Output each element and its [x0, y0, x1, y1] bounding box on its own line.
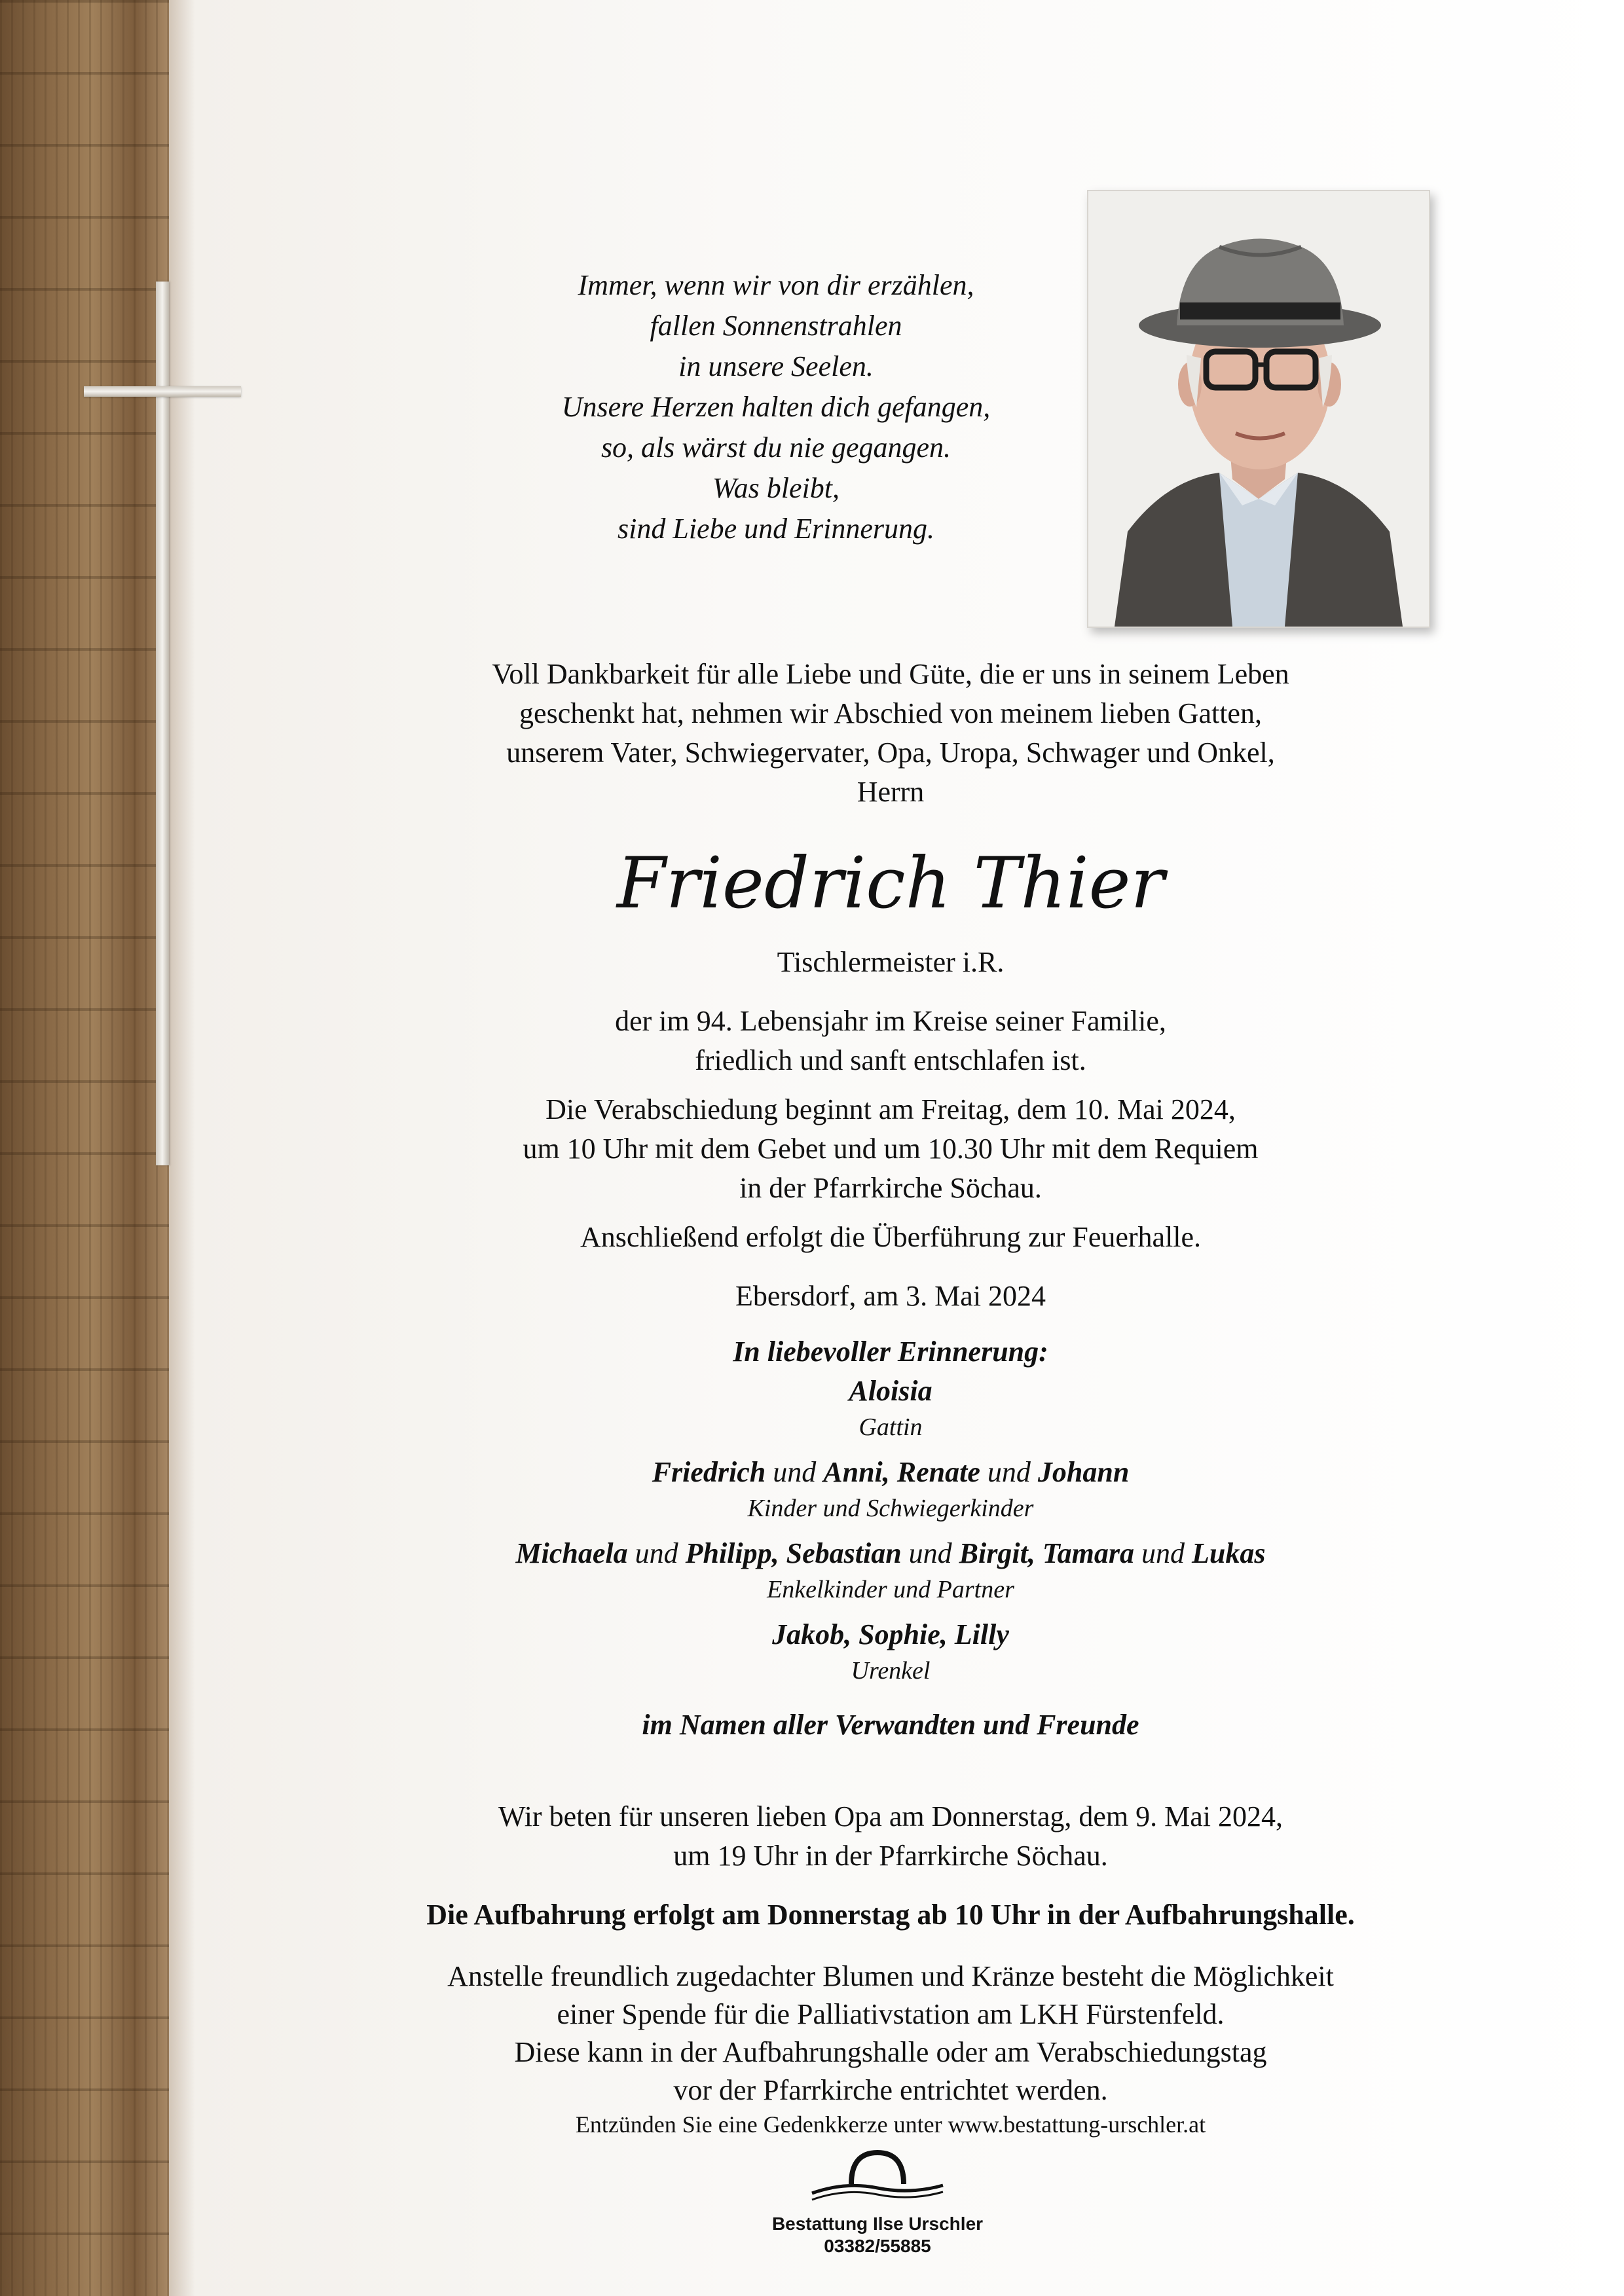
intro-text	[367, 655, 1414, 812]
prayer-line: um 19 Uhr in der Pfarrkirche Söchau.	[673, 1840, 1108, 1872]
wood-border	[0, 0, 169, 2296]
conjunction: und	[908, 1537, 952, 1569]
deceased-profession: Tischlermeister i.R.	[777, 946, 1005, 978]
funeral-home-name: Bestattung Ilse Urschler	[771, 2214, 984, 2234]
cross-vertical-beam	[156, 282, 169, 1165]
poem-line: Was bleibt,	[712, 472, 840, 504]
donation-info	[367, 1958, 1414, 2109]
poem-line: Unsere Herzen halten dich gefangen,	[561, 391, 991, 423]
poem	[367, 265, 1185, 549]
conjunction: und	[987, 1456, 1031, 1488]
grandchild-name: Michaela	[515, 1537, 628, 1569]
website-line: Entzünden Sie eine Gedenkkerze unter www.bestattung-urschler.at	[575, 2111, 1206, 2138]
grandchild-name: Tamara	[1042, 1537, 1135, 1569]
intro-line: unserem Vater, Schwiegervater, Opa, Uropa, Schwager und Onkel,	[506, 737, 1275, 769]
funeral-home-phone: 03382/55885	[824, 2236, 931, 2256]
death-line: der im 94. Lebensjahr im Kreise seiner Familie,	[615, 1005, 1166, 1037]
funeral-home-info	[694, 2213, 1061, 2257]
intro-line: Herrn	[857, 776, 925, 808]
prayer-line: Wir beten für unseren lieben Opa am Donnerstag, dem 9. Mai 2024,	[498, 1800, 1283, 1832]
grandchildren-names	[367, 1534, 1414, 1573]
grandchild-name: Birgit,	[959, 1537, 1035, 1569]
cross-horizontal-beam	[84, 386, 241, 397]
child-name: Johann	[1037, 1456, 1130, 1488]
donation-line: einer Spende für die Palliativstation am LKH Fürstenfeld.	[557, 1998, 1225, 2030]
poem-line: so, als wärst du nie gegangen.	[600, 431, 951, 464]
death-notice	[367, 1002, 1414, 1080]
conjunction: und	[1141, 1537, 1185, 1569]
ceremony-info	[367, 1090, 1414, 1208]
prayer-info	[367, 1797, 1414, 1876]
child-name: Renate	[896, 1456, 980, 1488]
ceremony-line: um 10 Uhr mit dem Gebet und um 10.30 Uhr mit dem Requiem	[523, 1133, 1259, 1165]
intro-line: Voll Dankbarkeit für alle Liebe und Güte, die er uns in seinem Leben	[492, 658, 1289, 690]
mourners-heading: In liebevoller Erinnerung:	[733, 1336, 1048, 1368]
child-name: Friedrich	[652, 1456, 766, 1488]
grandchild-name: Lukas	[1192, 1537, 1266, 1569]
poem-line: sind Liebe und Erinnerung.	[618, 513, 934, 545]
ceremony-line: Die Verabschiedung beginnt am Freitag, dem 10. Mai 2024,	[545, 1093, 1236, 1125]
donation-line: vor der Pfarrkirche entrichtet werden.	[673, 2074, 1108, 2106]
wood-border-fade	[169, 0, 195, 2296]
viewing-info: Die Aufbahrung erfolgt am Donnerstag ab 10 Uhr in der Aufbahrungshalle.	[426, 1899, 1355, 1931]
intro-line: geschenkt hat, nehmen wir Abschied von meinem lieben Gatten,	[519, 697, 1262, 729]
great-grandchildren-names: Jakob, Sophie, Lilly	[772, 1618, 1009, 1650]
ceremony-line: in der Pfarrkirche Söchau.	[739, 1172, 1042, 1204]
donation-line: Diese kann in der Aufbahrungshalle oder am Verabschiedungstag	[514, 2036, 1267, 2068]
conjunction: und	[773, 1456, 817, 1488]
poem-line: in unsere Seelen.	[678, 350, 874, 382]
death-line: friedlich und sanft entschlafen ist.	[695, 1044, 1086, 1076]
transfer-info: Anschließend erfolgt die Überführung zur Feuerhalle.	[580, 1221, 1202, 1253]
funeral-home-logo-icon	[799, 2133, 956, 2212]
conjunction: und	[635, 1537, 678, 1569]
donation-line: Anstelle freundlich zugedachter Blumen und Kränze besteht die Möglichkeit	[447, 1960, 1334, 1992]
child-name: Anni,	[823, 1456, 890, 1488]
place-date: Ebersdorf, am 3. Mai 2024	[735, 1280, 1046, 1312]
children-role: Kinder und Schwiegerkinder	[747, 1495, 1034, 1522]
deceased-name: Friedrich Thier	[616, 843, 1165, 924]
spouse-role: Gattin	[858, 1413, 923, 1441]
poem-line: fallen Sonnenstrahlen	[650, 310, 902, 342]
poem-line: Immer, wenn wir von dir erzählen,	[578, 269, 974, 301]
grandchildren-role: Enkelkinder und Partner	[767, 1576, 1014, 1603]
spouse-name: Aloisia	[849, 1375, 932, 1407]
great-grandchildren-role: Urenkel	[851, 1657, 931, 1685]
mourners-list	[367, 1332, 1414, 1745]
grandchild-name: Sebastian	[786, 1537, 902, 1569]
grandchild-name: Philipp,	[685, 1537, 779, 1569]
mourners-closing: im Namen aller Verwandten und Freunde	[642, 1709, 1139, 1741]
children-names	[367, 1453, 1414, 1492]
